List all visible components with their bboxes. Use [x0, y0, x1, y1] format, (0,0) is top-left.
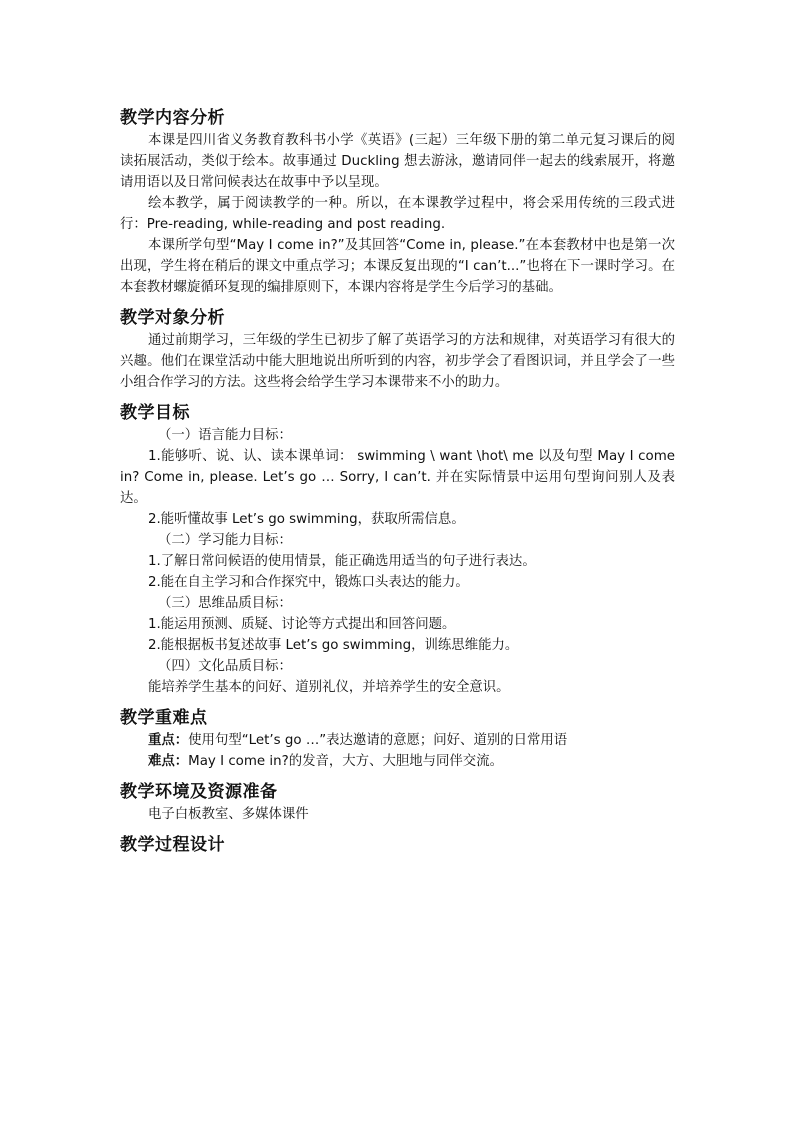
- paragraph: 绘本教学，属于阅读教学的一种。所以，在本课教学过程中，将会采用传统的三段式进行：Pre-reading, while-reading and post reading.: [120, 196, 675, 232]
- objective-item: 2.能听懂故事 Let’s go swimming，获取所需信息。: [148, 512, 465, 527]
- objective-group-heading: （一）语言能力目标：: [158, 428, 292, 443]
- key-point-line: [120, 730, 675, 751]
- section-process: [120, 831, 675, 857]
- objective-item: 能培养学生基本的问好、道别礼仪，并培养学生的安全意识。: [148, 680, 510, 695]
- objective-item: 2.能根据板书复述故事 Let’s go swimming，训练思维能力。: [148, 638, 519, 653]
- paragraph: 本课所学句型“May I come in?”及其回答“Come in, please.”在本套教材中也是第一次出现，学生将在稍后的课文中重点学习；本课反复出现的“I can’t...”也将在下一课时学习。在本套教材螺旋循环复现的编排原则下，本课内容将是学生今后学习的基础。: [120, 238, 675, 295]
- section-heading: 教学目标: [120, 403, 190, 423]
- section-heading: 教学过程设计: [120, 835, 225, 855]
- key-point-text: 使用句型“Let’s go …”表达邀请的意愿；问好、道别的日常用语: [188, 733, 568, 748]
- paragraph: 通过前期学习，三年级的学生已初步了解了英语学习的方法和规律，对英语学习有很大的兴趣。他们在课堂活动中能大胆地说出所听到的内容，初步学会了看图识词，并且学会了一些小组合作学习的方法。这些将会给学生学习本课带来不小的助力。: [120, 333, 675, 390]
- section-environment: [120, 778, 675, 825]
- difficult-point-line: [120, 751, 675, 772]
- objective-group-heading: （四）文化品质目标：: [158, 659, 292, 674]
- section-learner-analysis: [120, 304, 675, 393]
- section-objectives: [120, 399, 675, 698]
- section-key-points: [120, 704, 675, 772]
- paragraph: 电子白板教室、多媒体课件: [148, 807, 309, 822]
- section-heading: 教学重难点: [120, 708, 208, 728]
- objective-group-heading: （二）学习能力目标：: [158, 533, 292, 548]
- objective-item: 2.能在自主学习和合作探究中，锻炼口头表达的能力。: [148, 575, 469, 590]
- objective-group-heading: （三）思维品质目标：: [158, 596, 292, 611]
- section-content-analysis: [120, 104, 675, 298]
- section-heading: 教学对象分析: [120, 308, 225, 328]
- objective-item: 1.能运用预测、质疑、讨论等方式提出和回答问题。: [148, 617, 456, 632]
- difficult-point-label: 难点：: [148, 754, 189, 769]
- paragraph: 本课是四川省义务教育教科书小学《英语》(三起）三年级下册的第二单元复习课后的阅读拓展活动，类似于绘本。故事通过 Duckling 想去游泳，邀请同伴一起去的线索展开，将邀请用语以及日常问候表达在故事中予以呈现。: [120, 133, 675, 190]
- objective-item: 1.了解日常问候语的使用情景，能正确选用适当的句子进行表达。: [148, 554, 536, 569]
- difficult-point-text: May I come in?的发音，大方、大胆地与同伴交流。: [188, 754, 503, 769]
- section-heading: 教学环境及资源准备: [120, 782, 278, 802]
- objective-item: 1.能够听、说、认、读本课单词： swimming \ want \hot\ me 以及句型 May I come in? Come in, please. Let’s go … Sorry, I can’t. 并在实际情景中运用句型询问别人及表达。: [120, 449, 675, 506]
- key-point-label: 重点：: [148, 733, 189, 748]
- document-page: [120, 104, 675, 863]
- section-heading: 教学内容分析: [120, 108, 225, 128]
